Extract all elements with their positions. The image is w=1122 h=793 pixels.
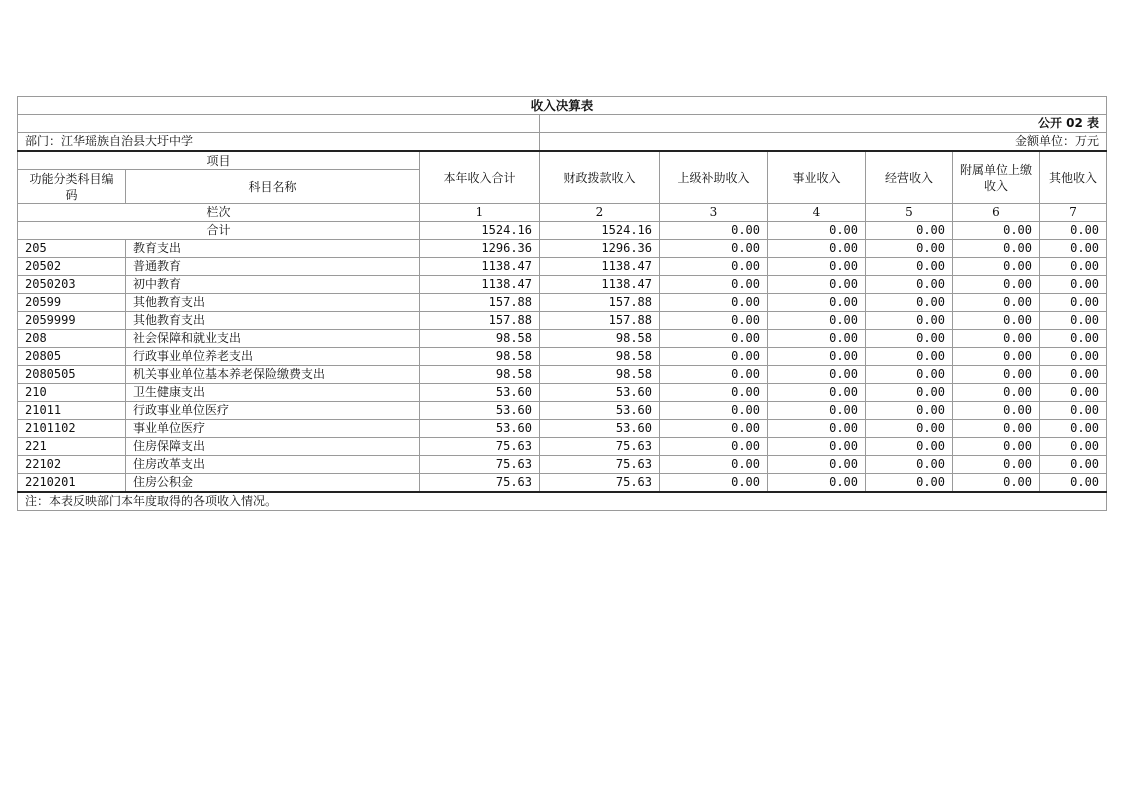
amount-cell: 0.00 <box>866 276 953 294</box>
amount-cell: 0.00 <box>660 240 768 258</box>
amount-cell: 0.00 <box>768 420 866 438</box>
table-row <box>18 384 1107 402</box>
amount-cell: 98.58 <box>420 366 540 384</box>
header-col-5: 经营收入 <box>866 151 953 204</box>
amount-cell: 0.00 <box>866 402 953 420</box>
table-row <box>18 474 1107 493</box>
amount-cell: 98.58 <box>540 366 660 384</box>
amount-cell: 0.00 <box>660 276 768 294</box>
header-item: 项目 <box>18 151 420 170</box>
amount-cell: 157.88 <box>540 294 660 312</box>
amount-cell: 1296.36 <box>420 240 540 258</box>
amount-cell: 0.00 <box>660 456 768 474</box>
column-index-4: 4 <box>768 204 866 222</box>
amount-cell: 1138.47 <box>420 276 540 294</box>
subject-name: 普通教育 <box>126 258 420 276</box>
subject-code: 21011 <box>18 402 126 420</box>
amount-cell: 53.60 <box>420 402 540 420</box>
column-index-1: 1 <box>420 204 540 222</box>
subject-code: 2101102 <box>18 420 126 438</box>
amount-cell: 0.00 <box>866 474 953 493</box>
amount-cell: 0.00 <box>866 438 953 456</box>
amount-cell: 0.00 <box>953 420 1040 438</box>
amount-cell: 0.00 <box>1040 294 1107 312</box>
amount-cell: 157.88 <box>420 312 540 330</box>
amount-cell: 98.58 <box>540 330 660 348</box>
amount-cell: 0.00 <box>866 240 953 258</box>
table-row <box>18 456 1107 474</box>
subject-name: 住房保障支出 <box>126 438 420 456</box>
subject-name: 社会保障和就业支出 <box>126 330 420 348</box>
amount-cell: 0.00 <box>953 312 1040 330</box>
amount-cell: 75.63 <box>420 438 540 456</box>
amount-cell: 98.58 <box>420 330 540 348</box>
amount-cell: 0.00 <box>1040 276 1107 294</box>
total-value: 0.00 <box>768 222 866 240</box>
amount-cell: 0.00 <box>866 384 953 402</box>
total-value: 1524.16 <box>540 222 660 240</box>
header-col-2: 财政拨款收入 <box>540 151 660 204</box>
subject-code: 221 <box>18 438 126 456</box>
table-row <box>18 348 1107 366</box>
amount-cell: 0.00 <box>866 456 953 474</box>
amount-cell: 0.00 <box>953 276 1040 294</box>
amount-cell: 75.63 <box>540 456 660 474</box>
amount-cell: 75.63 <box>540 474 660 493</box>
amount-cell: 0.00 <box>768 384 866 402</box>
table-row <box>18 240 1107 258</box>
header-col-3: 上级补助收入 <box>660 151 768 204</box>
amount-cell: 0.00 <box>1040 474 1107 493</box>
income-table <box>17 96 1107 511</box>
amount-cell: 53.60 <box>420 420 540 438</box>
amount-cell: 0.00 <box>660 384 768 402</box>
amount-cell: 98.58 <box>540 348 660 366</box>
amount-cell: 0.00 <box>768 402 866 420</box>
total-value: 0.00 <box>1040 222 1107 240</box>
amount-cell: 157.88 <box>540 312 660 330</box>
subject-code: 2080505 <box>18 366 126 384</box>
subject-name: 初中教育 <box>126 276 420 294</box>
subject-code: 2210201 <box>18 474 126 493</box>
subject-code: 22102 <box>18 456 126 474</box>
amount-cell: 0.00 <box>953 258 1040 276</box>
amount-cell: 0.00 <box>1040 258 1107 276</box>
subject-code: 2059999 <box>18 312 126 330</box>
table-row <box>18 276 1107 294</box>
subject-code: 20502 <box>18 258 126 276</box>
amount-cell: 0.00 <box>953 330 1040 348</box>
column-index-7: 7 <box>1040 204 1107 222</box>
amount-cell: 0.00 <box>768 366 866 384</box>
amount-cell: 0.00 <box>768 276 866 294</box>
amount-cell: 0.00 <box>1040 402 1107 420</box>
amount-cell: 53.60 <box>540 402 660 420</box>
header-col-4: 事业收入 <box>768 151 866 204</box>
amount-cell: 0.00 <box>866 258 953 276</box>
amount-cell: 0.00 <box>660 438 768 456</box>
subject-name: 住房改革支出 <box>126 456 420 474</box>
header-name: 科目名称 <box>126 170 420 204</box>
amount-cell: 157.88 <box>420 294 540 312</box>
amount-cell: 0.00 <box>866 366 953 384</box>
amount-cell: 0.00 <box>1040 384 1107 402</box>
amount-cell: 1296.36 <box>540 240 660 258</box>
amount-cell: 75.63 <box>420 456 540 474</box>
amount-cell: 0.00 <box>768 240 866 258</box>
total-value: 0.00 <box>953 222 1040 240</box>
table-row <box>18 402 1107 420</box>
amount-cell: 0.00 <box>768 474 866 493</box>
table-row <box>18 258 1107 276</box>
header-col-7: 其他收入 <box>1040 151 1107 204</box>
amount-cell: 0.00 <box>660 312 768 330</box>
amount-cell: 98.58 <box>420 348 540 366</box>
column-index-5: 5 <box>866 204 953 222</box>
amount-cell: 0.00 <box>768 456 866 474</box>
amount-cell: 0.00 <box>1040 312 1107 330</box>
amount-cell: 1138.47 <box>540 258 660 276</box>
subject-name: 机关事业单位基本养老保险缴费支出 <box>126 366 420 384</box>
amount-cell: 0.00 <box>768 330 866 348</box>
subject-code: 208 <box>18 330 126 348</box>
column-index-label: 栏次 <box>18 204 420 222</box>
total-row <box>18 222 1107 240</box>
column-index-3: 3 <box>660 204 768 222</box>
amount-cell: 0.00 <box>1040 366 1107 384</box>
amount-cell: 0.00 <box>866 420 953 438</box>
amount-cell: 0.00 <box>1040 240 1107 258</box>
amount-cell: 0.00 <box>953 240 1040 258</box>
subject-code: 2050203 <box>18 276 126 294</box>
amount-cell: 0.00 <box>660 366 768 384</box>
column-index-2: 2 <box>540 204 660 222</box>
footnote: 注：本表反映部门本年度取得的各项收入情况。 <box>18 492 1107 511</box>
amount-cell: 0.00 <box>1040 330 1107 348</box>
amount-cell: 53.60 <box>540 384 660 402</box>
amount-cell: 0.00 <box>953 348 1040 366</box>
amount-cell: 0.00 <box>1040 456 1107 474</box>
header-col-1: 本年收入合计 <box>420 151 540 204</box>
amount-cell: 0.00 <box>1040 438 1107 456</box>
amount-cell: 0.00 <box>768 438 866 456</box>
table-number: 公开 02 表 <box>540 115 1107 133</box>
amount-cell: 0.00 <box>866 312 953 330</box>
amount-cell: 0.00 <box>660 402 768 420</box>
amount-cell: 1138.47 <box>420 258 540 276</box>
amount-cell: 53.60 <box>420 384 540 402</box>
amount-cell: 1138.47 <box>540 276 660 294</box>
amount-cell: 0.00 <box>953 474 1040 493</box>
header-code: 功能分类科目编码 <box>18 170 126 204</box>
amount-cell: 0.00 <box>866 330 953 348</box>
total-value: 0.00 <box>660 222 768 240</box>
subject-name: 卫生健康支出 <box>126 384 420 402</box>
amount-cell: 0.00 <box>660 330 768 348</box>
table-row <box>18 438 1107 456</box>
amount-cell: 0.00 <box>768 294 866 312</box>
subject-name: 事业单位医疗 <box>126 420 420 438</box>
amount-cell: 0.00 <box>866 294 953 312</box>
total-value: 0.00 <box>866 222 953 240</box>
amount-cell: 0.00 <box>768 348 866 366</box>
total-label: 合计 <box>18 222 420 240</box>
table-row <box>18 366 1107 384</box>
amount-cell: 0.00 <box>768 258 866 276</box>
table-row <box>18 312 1107 330</box>
table-row <box>18 294 1107 312</box>
table-row <box>18 330 1107 348</box>
unit-label: 金额单位：万元 <box>540 133 1107 152</box>
amount-cell: 0.00 <box>953 366 1040 384</box>
table-title: 收入决算表 <box>18 97 1107 115</box>
amount-cell: 0.00 <box>660 474 768 493</box>
subject-code: 20599 <box>18 294 126 312</box>
department-label: 部门：江华瑶族自治县大圩中学 <box>18 133 540 152</box>
income-final-accounts-sheet <box>17 96 1106 511</box>
subject-name: 教育支出 <box>126 240 420 258</box>
subject-name: 住房公积金 <box>126 474 420 493</box>
header-col-6: 附属单位上缴收入 <box>953 151 1040 204</box>
amount-cell: 0.00 <box>1040 420 1107 438</box>
amount-cell: 75.63 <box>540 438 660 456</box>
table-row <box>18 420 1107 438</box>
amount-cell: 53.60 <box>540 420 660 438</box>
total-value: 1524.16 <box>420 222 540 240</box>
subject-name: 其他教育支出 <box>126 294 420 312</box>
subject-name: 行政事业单位养老支出 <box>126 348 420 366</box>
amount-cell: 0.00 <box>660 294 768 312</box>
amount-cell: 0.00 <box>866 348 953 366</box>
amount-cell: 0.00 <box>660 348 768 366</box>
amount-cell: 0.00 <box>953 384 1040 402</box>
amount-cell: 0.00 <box>660 420 768 438</box>
amount-cell: 0.00 <box>953 438 1040 456</box>
column-index-6: 6 <box>953 204 1040 222</box>
amount-cell: 75.63 <box>420 474 540 493</box>
subject-code: 20805 <box>18 348 126 366</box>
amount-cell: 0.00 <box>660 258 768 276</box>
amount-cell: 0.00 <box>768 312 866 330</box>
subject-name: 其他教育支出 <box>126 312 420 330</box>
amount-cell: 0.00 <box>953 294 1040 312</box>
blank-cell <box>18 115 540 133</box>
amount-cell: 0.00 <box>953 402 1040 420</box>
amount-cell: 0.00 <box>953 456 1040 474</box>
subject-code: 205 <box>18 240 126 258</box>
subject-code: 210 <box>18 384 126 402</box>
amount-cell: 0.00 <box>1040 348 1107 366</box>
subject-name: 行政事业单位医疗 <box>126 402 420 420</box>
